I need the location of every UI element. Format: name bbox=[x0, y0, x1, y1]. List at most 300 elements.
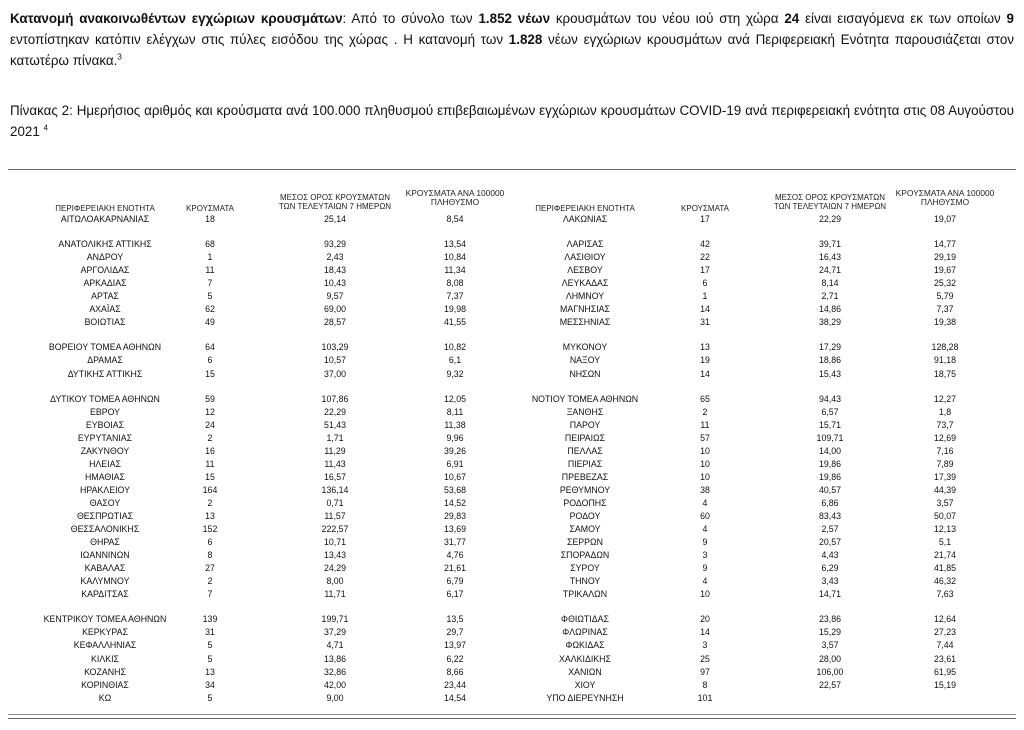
unit-name: ΔΥΤΙΚΟΥ ΤΟΜΕΑ ΑΘΗΝΩΝ bbox=[50, 393, 160, 404]
avg7-value: 2,57 bbox=[821, 524, 839, 535]
unit-name: ΑΝΔΡΟΥ bbox=[86, 252, 124, 263]
cases-value: 12 bbox=[205, 406, 215, 417]
table-row bbox=[0, 497, 1024, 510]
unit-name: ΗΜΑΘΙΑΣ bbox=[85, 471, 125, 482]
per100k-value: 14,77 bbox=[933, 239, 956, 250]
cases-value: 25 bbox=[700, 653, 710, 664]
per100k-value: 6,79 bbox=[446, 576, 464, 587]
unit-name: ΥΠΟ ΔΙΕΡΕΥΝΗΣΗ bbox=[546, 692, 624, 703]
avg7-value: 8,00 bbox=[326, 576, 344, 587]
cases-value: 8 bbox=[207, 550, 213, 561]
per100k-value: 4,76 bbox=[446, 550, 464, 561]
per100k-value: 10,67 bbox=[443, 471, 466, 482]
unit-name: ΘΕΣΠΡΩΤΙΑΣ bbox=[76, 511, 134, 521]
avg7-value: 13,86 bbox=[323, 653, 346, 664]
avg7-value: 51,43 bbox=[323, 419, 346, 430]
avg7-value: 83,43 bbox=[818, 511, 841, 521]
table-row bbox=[0, 510, 1024, 523]
per100k-value: 73,7 bbox=[936, 419, 954, 430]
cases-value: 11 bbox=[700, 419, 710, 430]
unit-name: ΣΠΟΡΑΔΩΝ bbox=[560, 550, 610, 561]
avg7-value: 6,86 bbox=[821, 497, 839, 508]
per100k-value: 12,64 bbox=[933, 614, 956, 625]
cases-value: 34 bbox=[205, 679, 215, 690]
table-row bbox=[0, 303, 1024, 316]
avg7-value: 136,14 bbox=[321, 484, 349, 495]
cases-value: 14 bbox=[700, 304, 710, 315]
table-row bbox=[0, 341, 1024, 354]
cases-value: 31 bbox=[205, 627, 215, 638]
per100k-value: 10,84 bbox=[443, 252, 466, 263]
avg7-value: 199,71 bbox=[321, 614, 349, 625]
unit-name: ΑΙΤΩΛΟΑΚΑΡΝΑΝΙΑΣ bbox=[60, 214, 150, 224]
cases-value: 2 bbox=[207, 432, 213, 443]
table-row bbox=[0, 354, 1024, 367]
cases-value: 5 bbox=[207, 653, 213, 664]
avg7-value: 10,71 bbox=[323, 537, 346, 548]
per100k-value: 13,69 bbox=[443, 524, 466, 535]
avg7-value: 17,29 bbox=[818, 342, 841, 353]
unit-name: ΜΥΚΟΝΟΥ bbox=[562, 342, 608, 353]
per100k-value: 11,34 bbox=[444, 265, 466, 276]
avg7-value: 28,57 bbox=[323, 317, 346, 328]
cases-value: 60 bbox=[700, 511, 710, 521]
cases-value: 16 bbox=[205, 445, 215, 456]
cases-value: 9 bbox=[702, 537, 708, 548]
cases-value: 13 bbox=[205, 666, 215, 677]
per100k-value: 53,68 bbox=[443, 484, 466, 495]
cases-value: 49 bbox=[205, 317, 215, 328]
unit-name: ΑΡΚΑΔΙΑΣ bbox=[83, 278, 127, 289]
unit-name: ΚΟΡΙΝΘΙΑΣ bbox=[81, 679, 129, 690]
cases-value: 57 bbox=[700, 432, 710, 443]
unit-name: ΘΕΣΣΑΛΟΝΙΚΗΣ bbox=[70, 524, 140, 535]
unit-name: ΚΑΒΑΛΑΣ bbox=[84, 563, 126, 574]
unit-name: ΠΡΕΒΕΖΑΣ bbox=[561, 471, 609, 482]
unit-name: ΚΑΡΔΙΤΣΑΣ bbox=[81, 589, 129, 600]
per100k-value: 14,52 bbox=[443, 497, 466, 508]
avg7-value: 9,57 bbox=[326, 291, 344, 302]
avg7-value: 22,29 bbox=[818, 214, 841, 224]
cases-value: 42 bbox=[700, 239, 710, 250]
per100k-value: 7,44 bbox=[936, 640, 954, 651]
cases-value: 11 bbox=[205, 265, 215, 276]
table-row bbox=[0, 445, 1024, 458]
per100k-value: 23,44 bbox=[443, 679, 466, 690]
cases-value: 24 bbox=[205, 419, 215, 430]
unit-name: ΞΑΝΘΗΣ bbox=[566, 406, 604, 417]
per100k-value: 8,11 bbox=[446, 406, 464, 417]
table-row bbox=[0, 368, 1024, 381]
intro-paragraph bbox=[10, 8, 1014, 71]
cases-value: 27 bbox=[205, 563, 215, 574]
cases-value: 7 bbox=[207, 589, 213, 600]
cases-value: 1 bbox=[702, 291, 708, 302]
cases-value: 10 bbox=[700, 445, 710, 456]
unit-name: ΤΡΙΚΑΛΩΝ bbox=[562, 589, 608, 600]
table-caption-text: Πίνακας 2: Ημερήσιος αριθμός και κρούσματα ανά 100.000 πληθυσμού επιβεβαιωμένων εγχώριων κρουσμάτων COVID-19 ανά περιφερειακή ενότητα στις 08 Αυγούστου 2021 bbox=[10, 103, 1014, 139]
table-row bbox=[0, 484, 1024, 497]
unit-name: ΚΟΖΑΝΗΣ bbox=[84, 666, 126, 677]
unit-name: ΛΕΣΒΟΥ bbox=[567, 265, 603, 276]
table-row bbox=[0, 575, 1024, 588]
table-top-rule bbox=[8, 169, 1016, 170]
cases-value: 97 bbox=[700, 666, 710, 677]
per100k-value: 23,61 bbox=[933, 653, 956, 664]
table-row bbox=[0, 238, 1024, 251]
avg7-value: 11,71 bbox=[324, 589, 346, 600]
unit-name: ΘΗΡΑΣ bbox=[90, 537, 120, 548]
unit-name: ΡΟΔΟΠΗΣ bbox=[563, 497, 607, 508]
cases-value: 3 bbox=[702, 550, 708, 561]
cases-value: 15 bbox=[205, 471, 215, 482]
per100k-value: 41,55 bbox=[443, 317, 466, 328]
unit-name: ΔΥΤΙΚΗΣ ΑΤΤΙΚΗΣ bbox=[67, 368, 143, 379]
table-row bbox=[0, 290, 1024, 303]
per100k-value: 41,85 bbox=[933, 563, 956, 574]
unit-name: ΒΟΙΩΤΙΑΣ bbox=[84, 317, 126, 328]
avg7-value: 106,00 bbox=[816, 666, 844, 677]
cases-value: 14 bbox=[700, 368, 710, 379]
intro-text-3: είναι εισαγόμενα εκ των οποίων bbox=[799, 11, 1007, 26]
unit-name: ΤΗΝΟΥ bbox=[569, 576, 601, 587]
avg7-value: 37,00 bbox=[323, 368, 346, 379]
unit-name: ΝΟΤΙΟΥ ΤΟΜΕΑ ΑΘΗΝΩΝ bbox=[531, 393, 639, 404]
table-row bbox=[0, 549, 1024, 562]
cases-value: 164 bbox=[202, 484, 218, 495]
table-caption bbox=[10, 100, 1014, 142]
cases-value: 4 bbox=[702, 497, 708, 508]
per100k-value: 29,83 bbox=[443, 511, 466, 521]
avg7-value: 3,43 bbox=[821, 576, 839, 587]
unit-name: ΒΟΡΕΙΟΥ ΤΟΜΕΑ ΑΘΗΝΩΝ bbox=[48, 342, 162, 353]
unit-name: ΣΥΡΟΥ bbox=[570, 563, 600, 574]
per100k-value: 1,8 bbox=[938, 406, 952, 417]
per100k-value: 8,54 bbox=[446, 214, 464, 224]
per100k-value: 10,82 bbox=[443, 342, 466, 353]
cases-value: 68 bbox=[205, 239, 215, 250]
unit-name: ΔΡΑΜΑΣ bbox=[87, 355, 123, 366]
cases-value: 20 bbox=[700, 614, 710, 625]
table-row bbox=[0, 639, 1024, 652]
avg7-value: 24,71 bbox=[818, 265, 841, 276]
unit-name: ΦΩΚΙΔΑΣ bbox=[565, 640, 605, 651]
cases-value: 6 bbox=[207, 355, 213, 366]
per100k-value: 3,57 bbox=[936, 497, 954, 508]
unit-name: ΛΑΡΙΣΑΣ bbox=[566, 239, 604, 250]
per100k-value: 25,32 bbox=[933, 278, 956, 289]
table-bottom-rule-2 bbox=[8, 718, 1016, 719]
per100k-value: 19,67 bbox=[933, 265, 956, 276]
per100k-value: 29,19 bbox=[933, 252, 956, 263]
cases-value: 6 bbox=[207, 537, 213, 548]
avg7-value: 24,29 bbox=[323, 563, 346, 574]
cases-value: 13 bbox=[700, 342, 710, 353]
cases-value: 4 bbox=[702, 524, 708, 535]
avg7-value: 10,43 bbox=[323, 278, 346, 289]
intro-text-1: : Από το σύνολο των bbox=[342, 11, 479, 26]
avg7-value: 19,86 bbox=[818, 471, 841, 482]
table-row bbox=[0, 666, 1024, 679]
avg7-value: 3,57 bbox=[821, 640, 839, 651]
table-row bbox=[0, 626, 1024, 639]
per100k-value: 19,38 bbox=[933, 317, 956, 328]
avg7-value: 16,43 bbox=[818, 252, 841, 263]
unit-name: ΜΑΓΝΗΣΙΑΣ bbox=[560, 304, 610, 315]
per100k-value: 13,54 bbox=[443, 239, 466, 250]
avg7-value: 15,43 bbox=[818, 368, 841, 379]
unit-name: ΕΥΒΟΙΑΣ bbox=[85, 419, 125, 430]
avg7-value: 22,29 bbox=[323, 406, 346, 417]
unit-name: ΗΡΑΚΛΕΙΟΥ bbox=[80, 484, 130, 495]
cases-value: 10 bbox=[700, 458, 710, 469]
header-per-left: ΚΡΟΥΣΜΑΤΑ ΑΝΑ 100000 ΠΛΗΘΥΣΜΟ bbox=[405, 188, 505, 207]
unit-name: ΧΙΟΥ bbox=[574, 679, 596, 690]
per100k-value: 50,07 bbox=[933, 511, 956, 521]
per100k-value: 39,26 bbox=[443, 445, 466, 456]
avg7-value: 109,71 bbox=[816, 432, 844, 443]
table-row bbox=[0, 588, 1024, 601]
avg7-value: 18,43 bbox=[323, 265, 346, 276]
per100k-value: 19,07 bbox=[933, 214, 956, 224]
table-row bbox=[0, 536, 1024, 549]
border-cases: 9 bbox=[1006, 11, 1014, 26]
unit-name: ΑΡΓΟΛΙΔΑΣ bbox=[80, 265, 130, 276]
per100k-value: 6,17 bbox=[446, 589, 464, 600]
cases-value: 17 bbox=[700, 265, 710, 276]
table-row bbox=[0, 653, 1024, 666]
per100k-value: 11,38 bbox=[444, 419, 466, 430]
unit-name: ΛΗΜΝΟΥ bbox=[565, 291, 605, 302]
per100k-value: 19,98 bbox=[443, 304, 466, 315]
per100k-value: 7,63 bbox=[936, 589, 954, 600]
per100k-value: 17,39 bbox=[933, 471, 956, 482]
avg7-value: 103,29 bbox=[321, 342, 349, 353]
unit-name: ΝΑΞΟΥ bbox=[569, 355, 601, 366]
cases-value: 31 bbox=[700, 317, 710, 328]
unit-name: ΡΕΘΥΜΝΟΥ bbox=[559, 484, 611, 495]
per100k-value: 21,74 bbox=[933, 550, 956, 561]
avg7-value: 14,86 bbox=[818, 304, 841, 315]
unit-name: ΑΧΑΪΑΣ bbox=[89, 304, 121, 315]
avg7-value: 40,57 bbox=[818, 484, 841, 495]
per100k-value: 31,77 bbox=[443, 537, 466, 548]
unit-name: ΙΩΑΝΝΙΝΩΝ bbox=[80, 550, 130, 561]
avg7-value: 10,57 bbox=[323, 355, 346, 366]
per100k-value: 7,37 bbox=[446, 291, 464, 302]
cases-value: 11 bbox=[205, 458, 215, 469]
unit-name: ΚΩ bbox=[98, 692, 112, 703]
cases-value: 59 bbox=[205, 393, 215, 404]
per100k-value: 15,19 bbox=[933, 679, 956, 690]
cases-value: 5 bbox=[207, 692, 213, 703]
unit-name: ΚΕΡΚΥΡΑΣ bbox=[82, 627, 128, 638]
cases-value: 62 bbox=[205, 304, 215, 315]
avg7-value: 37,29 bbox=[323, 627, 346, 638]
per100k-value: 29,7 bbox=[446, 627, 464, 638]
per100k-value: 9,32 bbox=[446, 368, 464, 379]
table-row bbox=[0, 393, 1024, 406]
avg7-value: 38,29 bbox=[818, 317, 841, 328]
per100k-value: 8,08 bbox=[446, 278, 464, 289]
per100k-value: 9,96 bbox=[446, 432, 464, 443]
cases-value: 6 bbox=[702, 278, 708, 289]
avg7-value: 4,71 bbox=[326, 640, 344, 651]
per100k-value: 12,13 bbox=[933, 524, 956, 535]
cases-value: 38 bbox=[700, 484, 710, 495]
avg7-value: 32,86 bbox=[323, 666, 346, 677]
unit-name: ΠΑΡΟΥ bbox=[569, 419, 601, 430]
cases-value: 2 bbox=[207, 576, 213, 587]
per100k-value: 6,22 bbox=[446, 653, 464, 664]
unit-name: ΣΑΜΟΥ bbox=[569, 524, 601, 535]
imported-cases: 24 bbox=[784, 11, 800, 26]
avg7-value: 94,43 bbox=[818, 393, 841, 404]
table-row bbox=[0, 562, 1024, 575]
unit-name: ΕΥΡΥΤΑΝΙΑΣ bbox=[77, 432, 133, 443]
avg7-value: 13,43 bbox=[323, 550, 346, 561]
avg7-value: 2,71 bbox=[821, 291, 839, 302]
table-row bbox=[0, 692, 1024, 705]
per100k-value: 12,27 bbox=[933, 393, 956, 404]
per100k-value: 12,69 bbox=[933, 432, 956, 443]
per100k-value: 7,37 bbox=[936, 304, 954, 315]
cases-value: 101 bbox=[697, 692, 713, 703]
unit-name: ΧΑΝΙΩΝ bbox=[568, 666, 602, 677]
table-bottom-rule bbox=[8, 714, 1016, 715]
table-row bbox=[0, 523, 1024, 536]
table-row bbox=[0, 264, 1024, 277]
avg7-value: 4,43 bbox=[821, 550, 839, 561]
unit-name: ΜΕΣΣΗΝΙΑΣ bbox=[559, 317, 611, 328]
table-row bbox=[0, 432, 1024, 445]
header-per-right: ΚΡΟΥΣΜΑΤΑ ΑΝΑ 100000 ΠΛΗΘΥΣΜΟ bbox=[895, 188, 995, 207]
cases-value: 13 bbox=[205, 511, 215, 521]
unit-name: ΠΕΛΛΑΣ bbox=[567, 445, 603, 456]
avg7-value: 9,00 bbox=[326, 692, 344, 703]
cases-value: 64 bbox=[205, 342, 215, 353]
table-row bbox=[0, 471, 1024, 484]
avg7-value: 22,57 bbox=[818, 679, 841, 690]
table-row bbox=[0, 406, 1024, 419]
cases-value: 7 bbox=[207, 278, 213, 289]
avg7-value: 11,29 bbox=[324, 445, 346, 456]
per100k-value: 46,32 bbox=[933, 576, 956, 587]
unit-name: ΕΒΡΟΥ bbox=[89, 406, 121, 417]
avg7-value: 14,00 bbox=[818, 445, 841, 456]
unit-name: ΛΑΣΙΘΙΟΥ bbox=[564, 252, 606, 263]
avg7-value: 0,71 bbox=[326, 497, 344, 508]
cases-value: 5 bbox=[207, 291, 213, 302]
avg7-value: 11,43 bbox=[324, 458, 346, 469]
table-row bbox=[0, 251, 1024, 264]
cases-value: 2 bbox=[207, 497, 213, 508]
cases-value: 14 bbox=[700, 627, 710, 638]
unit-name: ΠΕΙΡΑΙΩΣ bbox=[564, 432, 606, 443]
cases-value: 18 bbox=[205, 214, 215, 224]
avg7-value: 19,86 bbox=[818, 458, 841, 469]
per100k-value: 91,18 bbox=[933, 355, 956, 366]
avg7-value: 6,29 bbox=[821, 563, 839, 574]
unit-name: ΧΑΛΚΙΔΙΚΗΣ bbox=[559, 653, 611, 664]
table-row bbox=[0, 679, 1024, 692]
avg7-value: 69,00 bbox=[323, 304, 346, 315]
unit-name: ΝΗΣΩΝ bbox=[569, 368, 601, 379]
intro-text-4: εντοπίστηκαν κατόπιν ελέγχων στις πύλες εισόδου της χώρας . Η κατανομή των bbox=[10, 32, 509, 47]
avg7-value: 15,29 bbox=[818, 627, 841, 638]
per100k-value: 61,95 bbox=[933, 666, 956, 677]
avg7-value: 1,71 bbox=[326, 432, 344, 443]
per100k-value: 14,54 bbox=[443, 692, 466, 703]
per100k-value: 44,39 bbox=[933, 484, 956, 495]
per100k-value: 13,97 bbox=[443, 640, 466, 651]
unit-name: ΘΑΣΟΥ bbox=[89, 497, 121, 508]
unit-name: ΚΙΛΚΙΣ bbox=[91, 653, 119, 664]
cases-value: 5 bbox=[207, 640, 213, 651]
cases-value: 10 bbox=[700, 471, 710, 482]
cases-value: 9 bbox=[702, 563, 708, 574]
table-row bbox=[0, 213, 1024, 226]
unit-name: ΗΛΕΙΑΣ bbox=[89, 458, 121, 469]
cases-value: 152 bbox=[202, 524, 218, 535]
header-cases-left: ΚΡΟΥΣΜΑΤΑ bbox=[186, 204, 234, 213]
avg7-value: 11,57 bbox=[324, 511, 346, 521]
unit-name: ΚΕΝΤΡΙΚΟΥ ΤΟΜΕΑ ΑΘΗΝΩΝ bbox=[43, 614, 167, 625]
cases-value: 139 bbox=[202, 614, 218, 625]
cases-value: 22 bbox=[700, 252, 710, 263]
avg7-value: 25,14 bbox=[323, 214, 346, 224]
cases-value: 2 bbox=[702, 406, 708, 417]
table-row bbox=[0, 458, 1024, 471]
avg7-value: 6,57 bbox=[821, 406, 839, 417]
unit-name: ΡΟΔΟΥ bbox=[569, 511, 601, 521]
unit-name: ΚΕΦΑΛΛΗΝΙΑΣ bbox=[73, 640, 137, 651]
avg7-value: 93,29 bbox=[323, 239, 346, 250]
header-avg-left: ΜΕΣΟΣ ΟΡΟΣ ΚΡΟΥΣΜΑΤΩΝ ΤΩΝ ΤΕΛΕΥΤΑΙΩΝ 7 ΗΜΕΡΩΝ bbox=[278, 193, 392, 211]
unit-name: ΑΝΑΤΟΛΙΚΗΣ ΑΤΤΙΚΗΣ bbox=[58, 239, 152, 250]
table-row bbox=[0, 419, 1024, 432]
header-unit-right: ΠΕΡΙΦΕΡΕΙΑΚΗ ΕΝΟΤΗΤΑ bbox=[535, 204, 635, 213]
per100k-value: 7,16 bbox=[936, 445, 954, 456]
per100k-value: 6,91 bbox=[446, 458, 464, 469]
avg7-value: 23,86 bbox=[818, 614, 841, 625]
cases-value: 15 bbox=[205, 368, 215, 379]
domestic-cases: 1.828 bbox=[508, 32, 543, 47]
per100k-value: 27,23 bbox=[933, 627, 956, 638]
per100k-value: 13,5 bbox=[446, 614, 464, 625]
avg7-value: 8,14 bbox=[821, 278, 839, 289]
total-new-cases: 1.852 νέων bbox=[478, 11, 551, 26]
per100k-value: 21,61 bbox=[443, 563, 466, 574]
per100k-value: 5,79 bbox=[936, 291, 954, 302]
cases-value: 65 bbox=[700, 393, 710, 404]
avg7-value: 28,00 bbox=[818, 653, 841, 664]
cases-value: 10 bbox=[700, 589, 710, 600]
header-cases-right: ΚΡΟΥΣΜΑΤΑ bbox=[681, 204, 729, 213]
avg7-value: 39,71 bbox=[818, 239, 841, 250]
unit-name: ΠΙΕΡΙΑΣ bbox=[567, 458, 603, 469]
unit-name: ΦΘΙΩΤΙΔΑΣ bbox=[561, 614, 609, 625]
avg7-value: 16,57 bbox=[323, 471, 346, 482]
avg7-value: 18,86 bbox=[818, 355, 841, 366]
per100k-value: 5,1 bbox=[938, 537, 952, 548]
unit-name: ΛΑΚΩΝΙΑΣ bbox=[562, 214, 608, 224]
intro-heading: Κατανομή ανακοινωθέντων εγχώριων κρουσμάτων bbox=[10, 11, 343, 26]
cases-value: 3 bbox=[702, 640, 708, 651]
table-row bbox=[0, 613, 1024, 626]
cases-value: 19 bbox=[700, 355, 710, 366]
table-row bbox=[0, 277, 1024, 290]
